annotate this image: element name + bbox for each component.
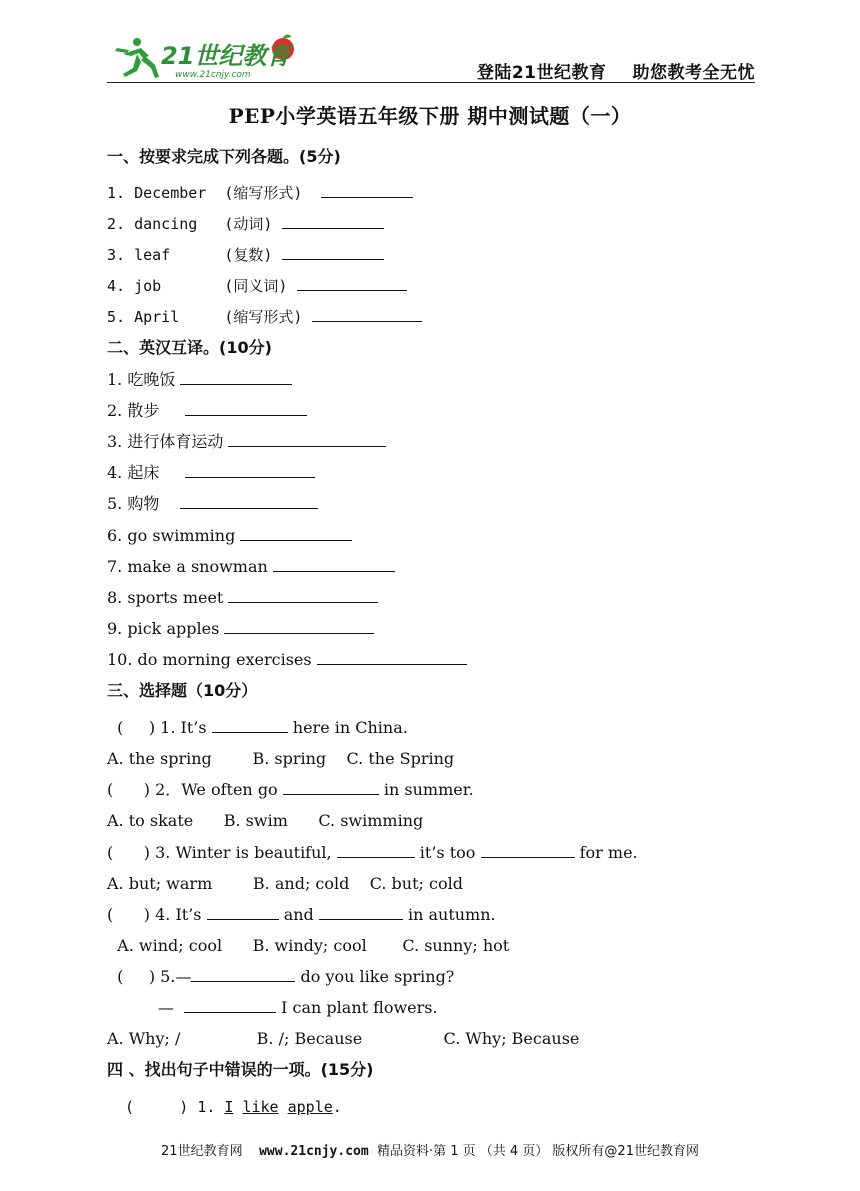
answer-blank[interactable] [191,967,295,982]
answer-blank[interactable] [481,843,575,858]
question-text: 4. It’s [155,905,202,924]
item-text: 7. make a snowman [107,557,268,576]
item-hint: (同义词) [224,277,288,295]
question-text: here in China. [292,718,408,737]
item-num: 2. [107,215,126,233]
question-text: for me. [579,843,638,862]
s3-q3-options: A. but; warm B. and; cold C. but; cold [107,874,463,893]
logo-text: 21世纪教育 [161,42,291,70]
item-word: dancing [134,215,198,233]
answer-blank[interactable] [282,245,384,260]
footer-page-info: 精品资料·第 1 页 （共 4 页） 版权所有@21世纪教育网 [376,1144,699,1159]
s2-item-3 [107,432,386,452]
s3-q5-options: A. Why; / B. /; Because C. Why; Because [107,1029,580,1048]
answer-blank[interactable] [283,780,379,795]
answer-blank[interactable] [180,494,318,509]
answer-blank[interactable] [185,401,307,416]
item-word: job [134,277,162,295]
item-hint: (动词) [224,215,273,233]
page-footer [0,1140,860,1159]
option-word: apple [287,1098,333,1116]
answer-blank[interactable] [228,588,378,603]
answer-blank[interactable] [337,843,415,858]
s1-item-4 [107,276,407,296]
s3-q4: ( ) 4. It’s and in autumn. [107,905,496,924]
s2-item-4 [107,463,315,483]
s3-q5-reply [107,998,438,1018]
s3-q1: ( ) 1. It’s here in China. [107,718,408,737]
answer-blank[interactable] [185,463,315,478]
item-text: 8. sports meet [107,588,224,607]
answer-blank[interactable] [180,370,292,385]
question-text: and [283,905,314,924]
s3-q2-options: A. to skate B. swim C. swimming [107,811,424,830]
s3-q2: ( ) 2．We often go in summer. [107,780,474,799]
item-hint: (缩写形式) [224,308,303,326]
s1-item-1 [107,183,413,203]
answer-blank[interactable] [240,526,352,541]
item-text: 6. go swimming [107,526,236,545]
answer-blank[interactable] [321,183,413,198]
answer-blank[interactable] [273,557,395,572]
s2-item-1 [107,370,292,390]
question-text: 5.— [160,967,192,986]
item-num: 3. [107,246,126,264]
question-num: 1. [197,1098,216,1116]
item-text: 9. pick apples [107,619,220,638]
item-hint: (缩写形式) [224,184,303,202]
item-text: 4. 起床 [107,463,160,482]
answer-blank[interactable] [184,998,276,1013]
answer-blank[interactable] [319,905,403,920]
s2-item-7 [107,557,395,577]
question-text: 1. It’s [160,718,207,737]
s3-q1-options: A. the spring B. spring C. the Spring [107,749,455,768]
options-text: A. wind; cool B. windy; cool C. sunny; hot [117,936,510,955]
section-1-heading: 一、按要求完成下列各题。(5分) [107,147,341,166]
question-text: in autumn. [407,905,496,924]
answer-blank[interactable] [282,214,384,229]
brand-logo [115,34,305,80]
s4-q1: ( ) 1. I like apple. [107,1098,342,1116]
item-text: 1. 吃晚饭 [107,370,176,389]
item-num: 5. [107,308,126,326]
footer-site: 21世纪教育网 [161,1144,243,1159]
item-text: 5. 购物 [107,494,160,513]
item-word: leaf [134,246,171,264]
item-text: 10. do morning exercises [107,650,312,669]
s2-item-9 [107,619,374,639]
section-4-heading: 四 、找出句子中错误的一项。(15分) [107,1060,374,1079]
section-2-heading: 二、英汉互译。(10分) [107,338,272,357]
answer-blank[interactable] [297,276,407,291]
logo-url-text: www.21cnjy.com [175,70,251,80]
s2-item-5 [107,494,318,514]
question-text: in summer. [383,780,474,799]
answer-blank[interactable] [207,905,279,920]
option-word: like [242,1098,279,1116]
s1-item-5 [107,307,422,327]
answer-blank[interactable] [224,619,374,634]
page-title: PEP小学英语五年级下册 期中测试题（一） [228,104,632,128]
header-divider [107,82,755,83]
section-3-heading: 三、选择题（10分） [107,681,258,700]
s2-item-10 [107,650,467,670]
question-text: do you like spring? [300,967,455,986]
item-num: 1. [107,184,126,202]
item-text: 2. 散步 [107,401,160,420]
page-header [107,30,755,82]
answer-blank[interactable] [312,307,422,322]
question-text: 3. Winter is beautiful, [155,843,332,862]
item-text: 3. 进行体育运动 [107,432,224,451]
s2-item-2 [107,401,307,421]
question-text: I can plant flowers. [281,998,438,1017]
item-hint: (复数) [224,246,273,264]
item-num: 4. [107,277,126,295]
item-word: December [134,184,207,202]
s1-item-2 [107,214,384,234]
question-text: 2．We often go [155,780,278,799]
slogan-left: 登陆21世纪教育 [476,63,607,83]
question-text: — [157,998,174,1017]
option-word: I [224,1098,234,1116]
s2-item-6 [107,526,352,546]
footer-url[interactable]: www.21cnjy.com [259,1144,369,1159]
answer-blank[interactable] [212,718,288,733]
answer-blank[interactable] [317,650,467,665]
question-text: it’s too [419,843,476,862]
s3-q4-options [107,936,509,956]
header-slogan [477,58,755,83]
answer-blank[interactable] [228,432,386,447]
item-word: April [134,308,180,326]
slogan-right: 助您教考全无忧 [632,63,755,83]
s3-q5: ( ) 5.— do you like spring? [107,967,455,986]
s1-item-3 [107,245,384,265]
s3-q3: ( ) 3. Winter is beautiful, it’s too for me. [107,843,638,862]
s2-item-8 [107,588,378,608]
runner-icon [115,38,159,78]
question-text: . [332,1098,342,1116]
